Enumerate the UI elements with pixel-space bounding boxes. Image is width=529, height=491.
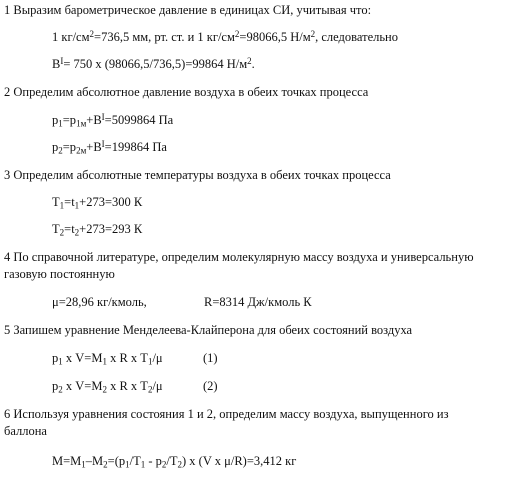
formula-text-run: 1: [58, 356, 63, 367]
formula-text-run: Т: [52, 195, 60, 209]
step-1-formula-1: [52, 28, 398, 44]
step-6-heading: 6 Используя уравнения состояния 1 и 2, определим массу воздуха, выпущенного из: [4, 407, 449, 421]
formula-text-run: - р: [145, 454, 162, 468]
formula-text-run: 2: [147, 384, 153, 395]
formula-text-run: –М: [85, 454, 104, 468]
formula-text-run: 1: [58, 118, 63, 129]
step-5-formula-2: [52, 380, 163, 393]
formula-text-run: I: [60, 55, 64, 66]
formula-text-run: 2: [102, 384, 107, 395]
formula-text-run: =98066,5 Н/м: [239, 30, 311, 44]
step-4-formula-mu: [52, 296, 147, 309]
step-5-formula-1: [52, 352, 163, 365]
formula-text-run: /Т: [166, 454, 178, 468]
formula-text-run: 1: [59, 200, 65, 211]
formula-text-run: 1 кг/см: [52, 30, 90, 44]
formula-text-run: 2: [103, 459, 108, 470]
formula-text-run: 1: [74, 200, 80, 211]
formula-text-run: +В: [86, 140, 102, 154]
formula-text-run: I: [101, 138, 105, 149]
formula-text-run: =5099864 Па: [104, 113, 174, 127]
formula-text-run: х V=M: [62, 379, 103, 393]
step-3-formula-2: [52, 223, 142, 236]
formula-text-run: /μ: [152, 351, 163, 365]
formula-text-run: х V=M: [62, 351, 103, 365]
formula-text-run: /Т: [129, 454, 141, 468]
formula-text-run: +В: [86, 113, 102, 127]
formula-text-run: 2: [59, 227, 65, 238]
formula-text-run: I: [101, 111, 105, 122]
formula-text-run: х R х Т: [106, 351, 148, 365]
formula-text-run: М=М: [52, 454, 82, 468]
formula-text-run: В: [52, 57, 61, 71]
formula-text-run: /μ: [152, 379, 163, 393]
formula-text-run: Т: [52, 222, 60, 236]
formula-text-run: =199864 Па: [104, 140, 167, 154]
formula-text-run: 1м: [76, 118, 87, 129]
formula-text-run: 2: [310, 28, 316, 39]
step-3-heading: 3 Определим абсолютные температуры воздуха в обеих точках процесса: [4, 168, 391, 182]
formula-text-run: р: [52, 379, 59, 393]
formula-text-run: 1: [102, 356, 107, 367]
formula-text-run: μ=28,96 кг/кмоль,: [52, 295, 147, 309]
formula-text-run: ) х (V х μ/R)=3,412 кг: [182, 454, 297, 468]
formula-text-run: 2: [234, 28, 240, 39]
formula-text-run: 2: [74, 227, 80, 238]
step-6-formula: [52, 455, 296, 468]
formula-text-run: 2: [247, 55, 252, 66]
formula-text-run: +273=300 К: [79, 195, 143, 209]
formula-text-run: 1: [140, 459, 146, 470]
formula-text-run: =р: [62, 113, 77, 127]
formula-text-run: (2): [203, 379, 218, 393]
step-4-heading-continued: газовую постоянную: [4, 267, 115, 281]
formula-text-run: р: [52, 113, 59, 127]
formula-text-run: х R х Т: [106, 379, 148, 393]
formula-text-run: =(р: [107, 454, 126, 468]
formula-text-run: 2: [177, 459, 183, 470]
formula-text-run: =р: [62, 140, 77, 154]
formula-text-run: +273=293 К: [79, 222, 143, 236]
formula-text-run: 2: [161, 459, 167, 470]
formula-text-run: р: [52, 351, 59, 365]
formula-text-run: =t: [64, 195, 75, 209]
formula-text-run: .: [251, 57, 255, 71]
step-6-heading-continued: баллона: [4, 424, 47, 438]
step-1-heading: 1 Выразим барометрическое давление в единицах СИ, учитывая что:: [4, 3, 372, 17]
step-1-formula-2: [52, 55, 255, 71]
formula-text-run: =t: [64, 222, 75, 236]
formula-text-run: = 750 х (98066,5/736,5)=99864 Н/м: [63, 57, 248, 71]
formula-text-run: =736,5 мм, рт. ст. и 1 кг/см: [94, 30, 235, 44]
formula-text-run: р: [52, 140, 59, 154]
step-5-heading: 5 Запишем уравнение Менделеева-Клайперона для обеих состояний воздуха: [4, 323, 413, 337]
formula-text-run: 1: [147, 356, 153, 367]
formula-text-run: , следовательно: [315, 30, 398, 44]
formula-text-run: (1): [203, 351, 218, 365]
formula-text-run: 2: [89, 28, 95, 39]
step-5-equation-number-1: [203, 352, 218, 365]
formula-text-run: 2: [58, 145, 63, 156]
step-2-formula-1: [52, 111, 174, 129]
formula-text-run: 2: [58, 384, 63, 395]
step-3-formula-1: [52, 196, 142, 209]
step-4-heading: 4 По справочной литературе, определим молекулярную массу воздуха и универсальную: [4, 250, 474, 264]
step-4-formula-r: [204, 296, 312, 309]
formula-text-run: 1: [125, 459, 130, 470]
formula-text-run: R=8314 Дж/кмоль К: [204, 295, 312, 309]
step-2-heading: 2 Определим абсолютное давление воздуха в обеих точках процесса: [4, 85, 369, 99]
step-5-equation-number-2: [203, 380, 218, 393]
formula-text-run: 1: [81, 459, 86, 470]
formula-text-run: 2м: [76, 145, 87, 156]
step-2-formula-2: [52, 138, 167, 156]
